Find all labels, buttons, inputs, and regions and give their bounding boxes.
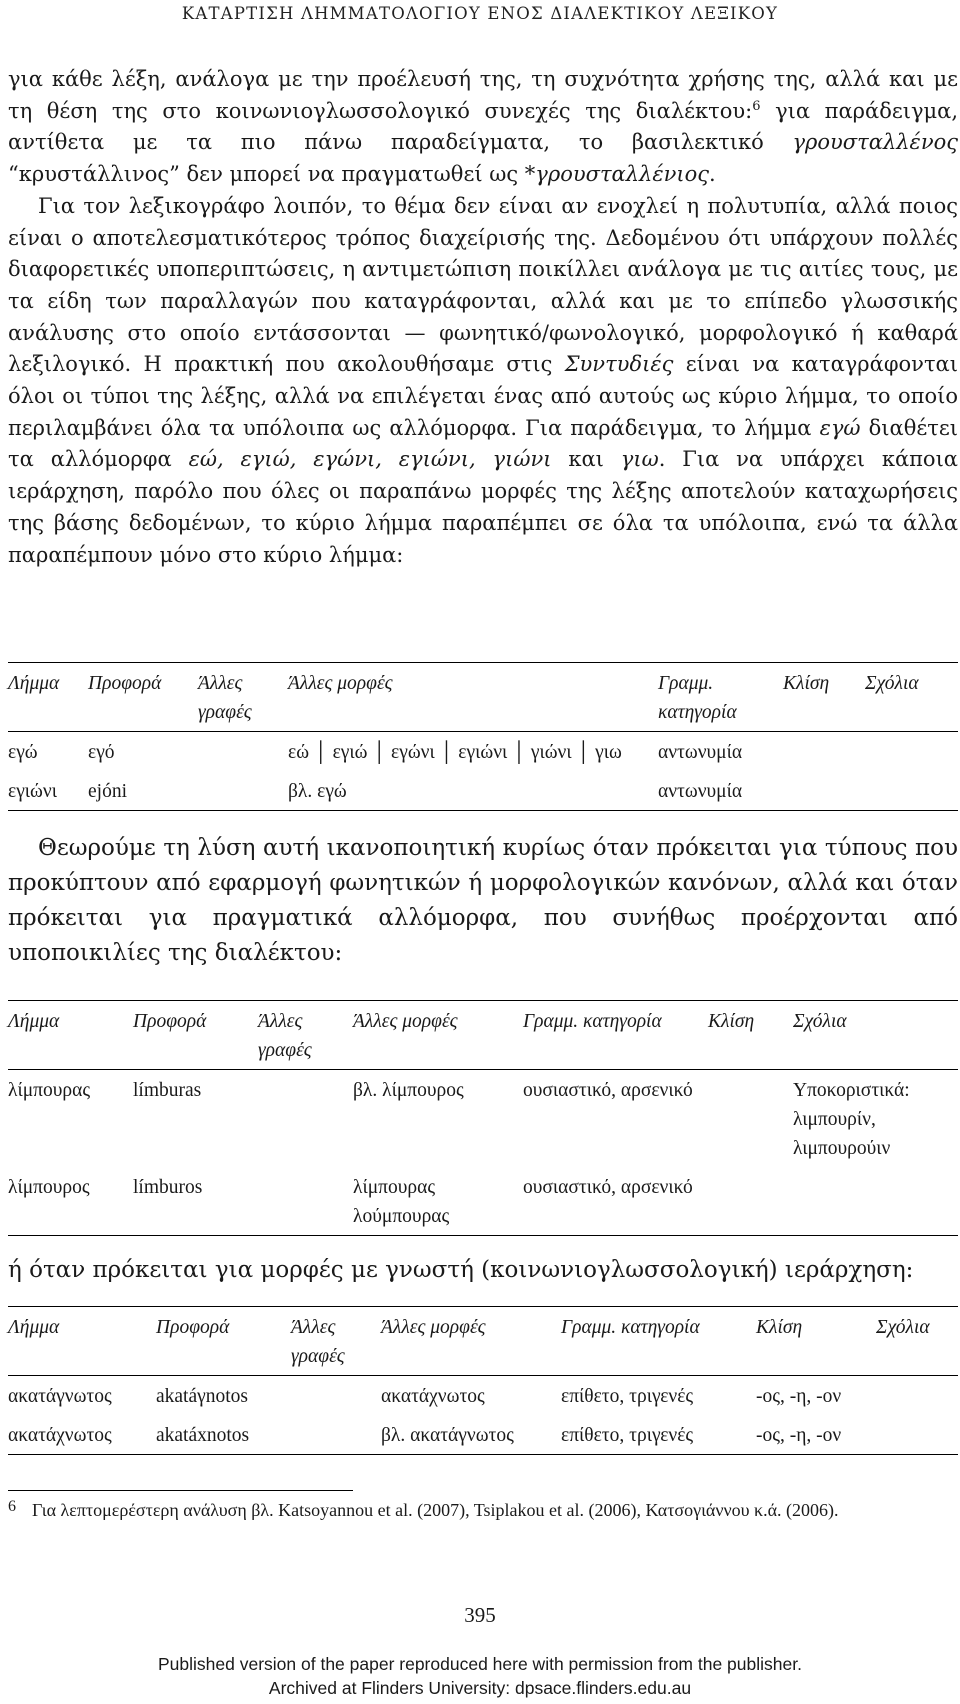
cell: βλ. εγώ <box>288 781 347 802</box>
cell <box>876 1415 958 1455</box>
lemma-table-3 <box>8 1306 958 1455</box>
table-header-row <box>8 1001 958 1070</box>
header-other-forms: Άλλες μορφές <box>353 1011 458 1032</box>
cell: -ος, -η, -ον <box>756 1425 842 1446</box>
table-row <box>8 1070 958 1168</box>
cell <box>258 1167 353 1236</box>
cell <box>865 732 958 772</box>
header-lemma: Λήμμα <box>8 673 60 694</box>
cell: ακατάχνωτος <box>381 1386 485 1407</box>
cell <box>708 1070 793 1168</box>
lemma-table-1 <box>8 662 958 811</box>
paragraph-4: ή όταν πρόκειται για μορφές με γνωστή (κοινωνιογλωσσολογική) ιεράρχηση: <box>8 1257 914 1283</box>
footnote-number: 6 <box>8 1498 16 1515</box>
header-inflection: Κλίση <box>783 673 830 694</box>
cell: εώ │ εγιώ │ εγώνι │ εγιώνι │ γιώνι │ γιω <box>288 742 622 763</box>
header-comments: Σχόλια <box>876 1317 930 1338</box>
cell: límburos <box>133 1177 203 1198</box>
cell <box>865 771 958 811</box>
header-other-forms: Άλλες μορφές <box>288 673 393 694</box>
table-row <box>8 732 958 772</box>
footnote-text: Για λεπτομερέστερη ανάλυση βλ. Katsoyannou et al. (2007), Tsiplakou et al. (2006), Κατσογιάννου κ.ά. (2006). <box>32 1500 839 1520</box>
header-lemma: Λήμμα <box>8 1011 60 1032</box>
header-inflection: Κλίση <box>708 1011 755 1032</box>
page-number: 395 <box>464 1603 496 1627</box>
cell <box>783 732 865 772</box>
table-header-row <box>8 1307 958 1376</box>
header-comments: Σχόλια <box>793 1011 847 1032</box>
cell: λίμπουρος <box>8 1177 90 1198</box>
cell: λίμπουρας <box>8 1080 91 1101</box>
publisher-notice-line-1: Published version of the paper reproduced here with permission from the publisher. <box>158 1654 802 1674</box>
cell: εγιώνι <box>8 781 57 802</box>
header-other-spellings: Άλλες γραφές <box>198 673 252 723</box>
cell: επίθετο, τριγενές <box>561 1425 694 1446</box>
table-header-row <box>8 663 958 732</box>
header-other-forms: Άλλες μορφές <box>381 1317 486 1338</box>
cell: αντωνυμία <box>658 742 743 763</box>
cell <box>793 1167 958 1236</box>
footnote <box>8 1498 948 1523</box>
publisher-notice <box>0 1652 960 1700</box>
table-row <box>8 1415 958 1455</box>
cell <box>291 1415 381 1455</box>
header-pronunciation: Προφορά <box>133 1011 207 1032</box>
cell: ουσιαστικό, αρσενικό <box>523 1177 693 1198</box>
table-row <box>8 1167 958 1236</box>
cell: επίθετο, τριγενές <box>561 1386 694 1407</box>
header-other-spellings: Άλλες γραφές <box>258 1011 312 1061</box>
cell <box>876 1376 958 1416</box>
cell: ακατάχνωτος <box>8 1425 112 1446</box>
table-row <box>8 771 958 811</box>
cell <box>291 1376 381 1416</box>
cell: ejóni <box>88 781 127 802</box>
cell: Υποκοριστικά: λιμπουρίν, λιμπουρούιν <box>793 1080 910 1159</box>
cell: -ος, -η, -ον <box>756 1386 842 1407</box>
table-row <box>8 1376 958 1416</box>
header-grammatical-category: Γραμμ. κατηγορία <box>561 1317 700 1338</box>
cell <box>198 732 288 772</box>
cell: límburas <box>133 1080 202 1101</box>
footnote-ref[interactable]: 6 <box>752 98 761 114</box>
cell: ουσιαστικό, αρσενικό <box>523 1080 693 1101</box>
header-inflection: Κλίση <box>756 1317 803 1338</box>
header-comments: Σχόλια <box>865 673 919 694</box>
cell <box>708 1167 793 1236</box>
cell: λίμπουρας λούμπουρας <box>353 1177 450 1227</box>
cell: βλ. λίμπουρος <box>353 1080 464 1101</box>
header-grammatical-category: Γραμμ. κατηγορία <box>658 673 737 723</box>
paragraph-2: Για τον λεξικογράφο λοιπόν, το θέμα δεν είναι αν ενοχλεί η πολυτυπία, αλλά ποιος είναι ο αποτελεσματικότερος τρόπος διαχείρισής της. Δεδομένου ότι υπάρχουν πολλές διαφορετικές υποπεριπτώσεις, η αντιμετώπιση ποικίλλει ανάλογα με τις αιτίες τους, με τα είδη των παραλλαγών που καταγράφονται, αλλά και με το επίπεδο γλωσσικής ανάλυσης στο οποίο εντάσσονται — φωνητικό/φωνολογικό, μορφολογικό ή καθαρά λεξιλογικό. Η πρακτική που ακολουθήσαμε στις Συντυδιές είναι να καταγράφονται όλοι οι τύποι της λέξης, αλλά να επιλέγεται ένας από αυτούς ως κύριο λήμμα, το οποίο περιλαμβάνει όλα τα υπόλοιπα ως αλλόμορφα. Για παράδειγμα, το λήμμα εγώ διαθέτει τα αλλόμορφα εώ, εγιώ, εγώνι, εγιώνι, γιώνι και γιω. Για να υπάρχει κάποια ιεράρχηση, παρόλο που όλες οι παραπάνω μορφές της λέξης αποτελούν καταχωρήσεις της βάσης δεδομένων, το κύριο λήμμα παραπέμπει σε όλα τα υπόλοιπα, ενώ τα άλλα παραπέμπουν μόνο στο κύριο λήμμα: <box>8 193 958 567</box>
cell <box>198 771 288 811</box>
header-grammatical-category: Γραμμ. κατηγορία <box>523 1011 662 1032</box>
cell <box>783 771 865 811</box>
paragraph-1: για κάθε λέξη, ανάλογα με την προέλευσή της, τη συχνότητα χρήσης της, αλλά και με τη θέση της στο κοινωνιογλωσσολογικό συνεχές της διαλέκτου:$^6$ για παράδειγμα, αντίθετα με τα πιο πάνω παραδείγματα, το βασιλεκτικό γρουσταλλένος “κρυστάλλινος” δεν μπορεί να πραγματωθεί ως *γρουσταλλένιος. <box>8 67 959 187</box>
running-header: ΚΑΤΑΡΤΙΣΗ ΛΗΜΜΑΤΟΛΟΓΙΟΥ ΕΝΟΣ ΔΙΑΛΕΚΤΙΚΟΥ ΛΕΞΙΚΟΥ <box>181 4 779 23</box>
header-other-spellings: Άλλες γραφές <box>291 1317 345 1367</box>
cell <box>258 1070 353 1168</box>
cell: εγό <box>88 742 115 763</box>
cell: akatáγnotos <box>156 1386 249 1407</box>
cell: βλ. ακατάγνωτος <box>381 1425 514 1446</box>
lemma-table-2 <box>8 1000 958 1236</box>
header-pronunciation: Προφορά <box>88 673 162 694</box>
main-text <box>8 64 958 571</box>
paragraph-3: Θεωρούμε τη λύση αυτή ικανοποιητική κυρίως όταν πρόκειται για τύπους που προκύπτουν από εφαρμογή φωνητικών ή μορφολογικών κανόνων, αλλά και όταν πρόκειται για πραγματικά αλλόμορφα, που συνήθως προέρχονται από υποποικιλίες της διαλέκτου: <box>8 835 958 966</box>
header-pronunciation: Προφορά <box>156 1317 230 1338</box>
footnote-divider <box>8 1490 353 1491</box>
cell: akatáxnotos <box>156 1425 250 1446</box>
header-lemma: Λήμμα <box>8 1317 60 1338</box>
cell: αντωνυμία <box>658 781 743 802</box>
cell: εγώ <box>8 742 38 763</box>
publisher-notice-line-2: Archived at Flinders University: dpsace.flinders.edu.au <box>268 1678 692 1698</box>
cell: ακατάγνωτος <box>8 1386 112 1407</box>
